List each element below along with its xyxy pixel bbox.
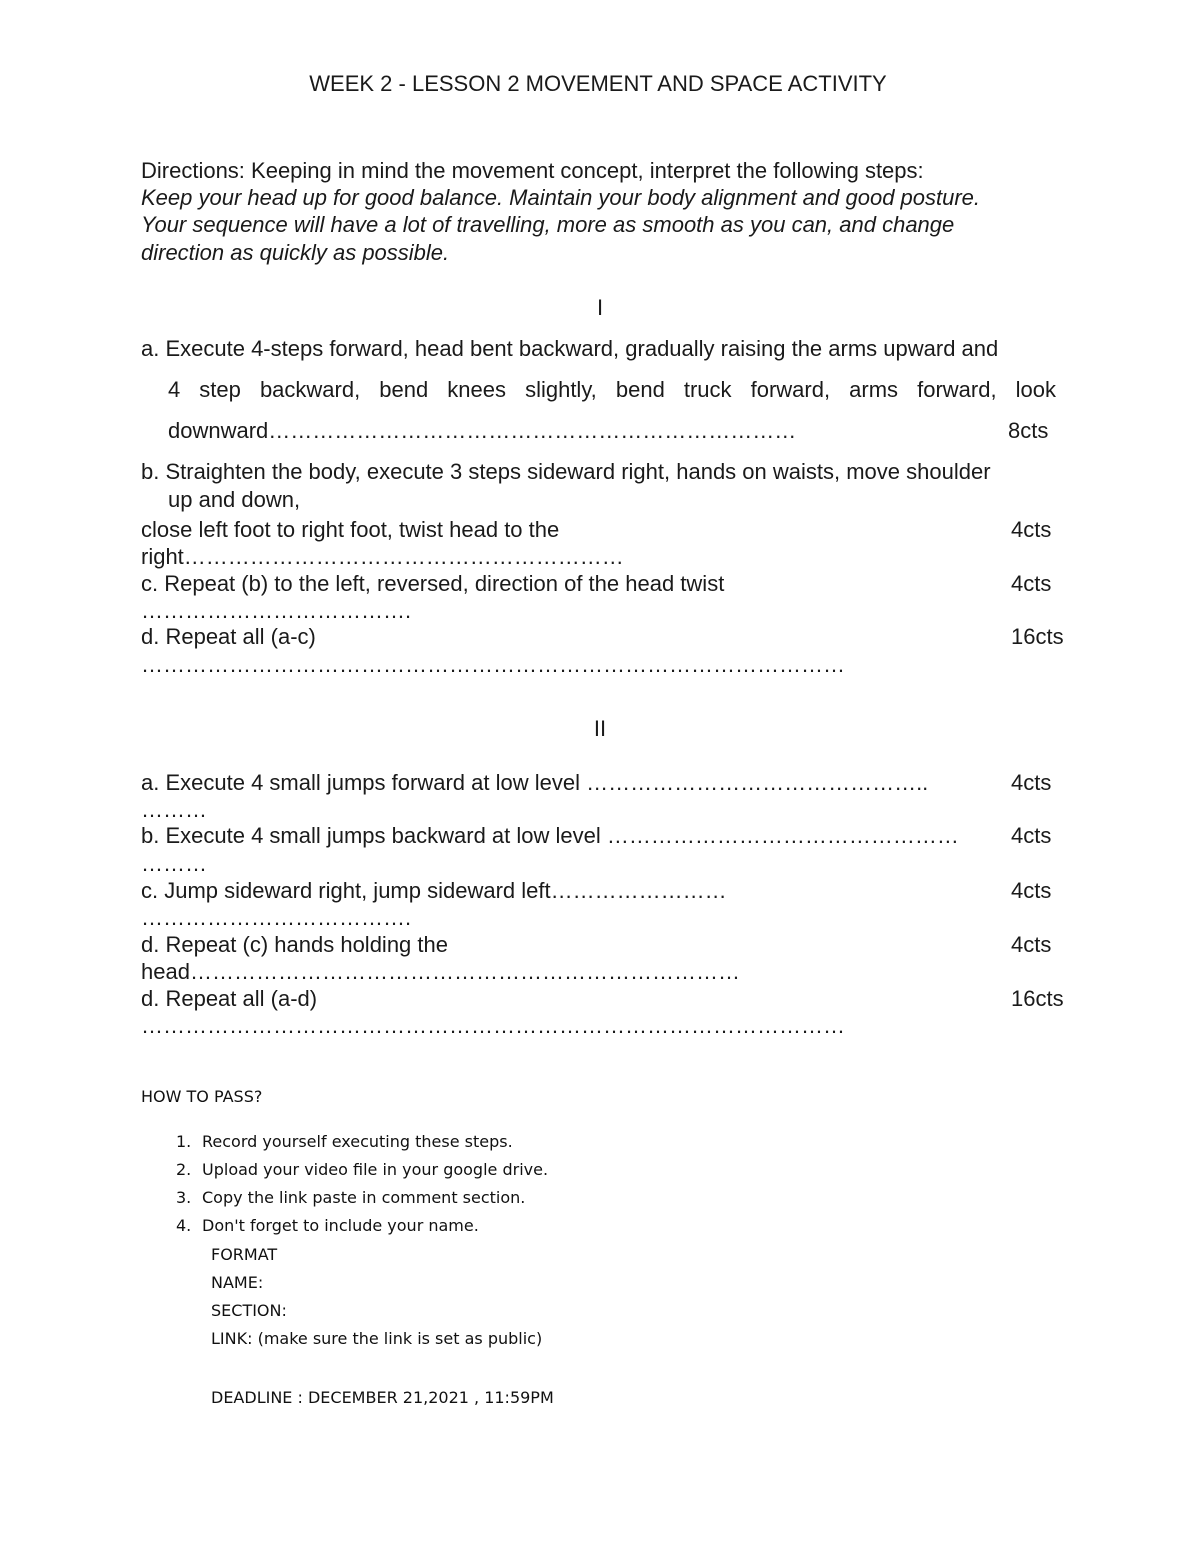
step-2e-line: …………………………………………………………………………………… xyxy=(141,1013,845,1038)
step-text: Don't forget to include your name. xyxy=(202,1216,479,1235)
directions-italic-line: Your sequence will have a lot of travelling, more as smooth as you can, and change xyxy=(141,212,955,237)
how-to-pass-heading: HOW TO PASS? xyxy=(141,1087,263,1106)
step-1d-line: d. Repeat all (a-c) xyxy=(141,624,316,649)
step-2d-counts: 4cts xyxy=(1011,932,1052,957)
how-to-pass-step xyxy=(176,1188,525,1208)
deadline: DEADLINE : DECEMBER 21,2021 , 11:59PM xyxy=(211,1388,554,1407)
step-2b-line: b. Execute 4 small jumps backward at low level ………………………………………… xyxy=(141,823,959,848)
step-2e-line: d. Repeat all (a-d) xyxy=(141,986,318,1011)
step-2e-counts: 16cts xyxy=(1011,986,1064,1011)
step-text: Copy the link paste in comment section. xyxy=(202,1188,526,1207)
how-to-pass-step xyxy=(176,1216,479,1236)
step-1a-line: a. Execute 4-steps forward, head bent backward, gradually raising the arms upward and xyxy=(141,336,999,361)
how-to-pass-step xyxy=(176,1160,548,1180)
step-2c-line: c. Jump sideward right, jump sideward left…………………… xyxy=(141,878,727,903)
step-number: 3. xyxy=(176,1188,192,1207)
step-number: 1. xyxy=(176,1132,192,1151)
step-1c-line: c. Repeat (b) to the left, reversed, direction of the head twist xyxy=(141,571,725,596)
step-text: Record yourself executing these steps. xyxy=(202,1132,513,1151)
how-to-pass-step xyxy=(176,1132,513,1152)
step-number: 2. xyxy=(176,1160,192,1179)
step-1a-line: downward……………………………………………………………… xyxy=(168,418,797,443)
step-1a-counts: 8cts xyxy=(1008,418,1049,443)
step-2d-line: d. Repeat (c) hands holding the xyxy=(141,932,448,957)
part-two-heading: II xyxy=(593,716,607,741)
step-1b-counts: 4cts xyxy=(1011,517,1052,542)
step-1b-line: up and down, xyxy=(168,487,301,512)
step-1b-line: right…………………………………………………… xyxy=(141,544,624,569)
step-number: 4. xyxy=(176,1216,192,1235)
step-2c-counts: 4cts xyxy=(1011,878,1052,903)
step-1d-counts: 16cts xyxy=(1011,624,1064,649)
name-label: NAME: xyxy=(211,1273,264,1292)
step-2a-counts: 4cts xyxy=(1011,770,1052,795)
directions-italic-line: direction as quickly as possible. xyxy=(141,240,450,265)
directions-italic-line: Keep your head up for good balance. Maintain your body alignment and good posture. xyxy=(141,185,981,210)
step-1d-line: …………………………………………………………………………………… xyxy=(141,652,845,677)
step-1c-counts: 4cts xyxy=(1011,571,1052,596)
step-2c-line: ………………………………. xyxy=(141,905,412,930)
link-note: (make sure the link is set as public) xyxy=(252,1329,543,1348)
link-label: LINK: xyxy=(211,1329,253,1348)
page-title: WEEK 2 - LESSON 2 MOVEMENT AND SPACE ACTIVITY xyxy=(309,71,887,96)
step-2b-line: ……… xyxy=(141,851,207,876)
step-2a-line: ……… xyxy=(141,797,207,822)
format-label: FORMAT xyxy=(211,1245,278,1264)
part-one-heading: I xyxy=(596,295,604,320)
step-1b-line: close left foot to right foot, twist head to the xyxy=(141,517,560,542)
step-2b-counts: 4cts xyxy=(1011,823,1052,848)
step-1a-line: 4 step backward, bend knees slightly, bend truck forward, arms forward, look xyxy=(168,377,1056,402)
link-line xyxy=(211,1329,542,1349)
directions-text: Directions: Keeping in mind the movement concept, interpret the following steps: xyxy=(141,158,924,183)
step-1b-line: b. Straighten the body, execute 3 steps sideward right, hands on waists, move shoulder xyxy=(141,459,991,484)
step-text: Upload your video file in your google drive. xyxy=(202,1160,549,1179)
step-2a-line: a. Execute 4 small jumps forward at low level ……………………………………….. xyxy=(141,770,929,795)
step-2d-line: head………………………………………………………………… xyxy=(141,959,740,984)
step-1c-line: ………………………………. xyxy=(141,598,412,623)
section-label: SECTION: xyxy=(211,1301,287,1320)
